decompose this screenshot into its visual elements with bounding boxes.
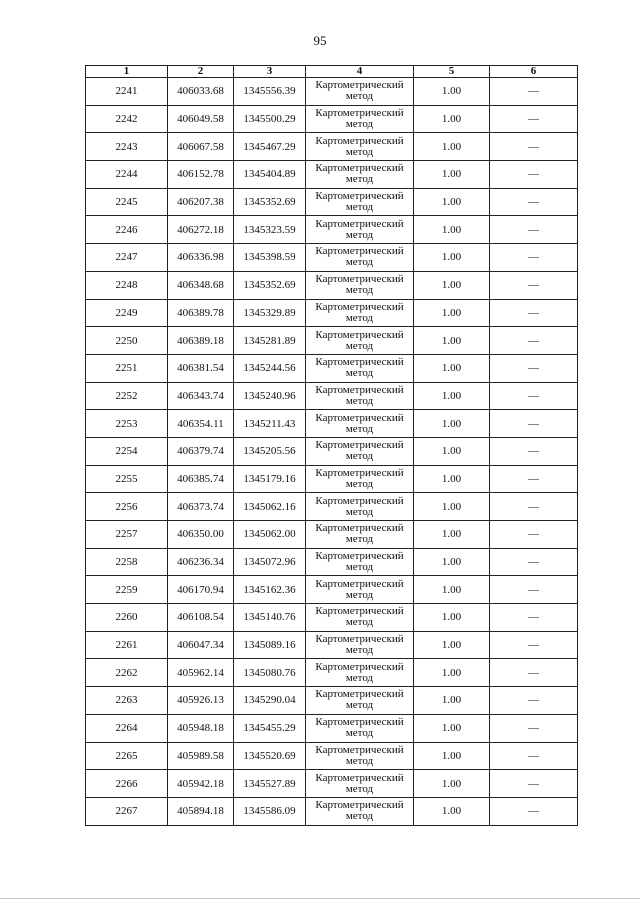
method-line-1: Картометрический xyxy=(315,79,404,92)
y-coordinate-cell: 1345323.59 xyxy=(234,216,306,244)
table-body xyxy=(86,78,578,826)
method-cell xyxy=(306,78,414,106)
method-line-1: Картометрический xyxy=(315,633,404,646)
accuracy-cell: 1.00 xyxy=(414,216,490,244)
coordinates-table xyxy=(85,65,578,826)
dash-cell: — xyxy=(490,299,578,327)
point-number-cell: 2266 xyxy=(86,770,168,798)
method-cell xyxy=(306,576,414,604)
accuracy-cell: 1.00 xyxy=(414,437,490,465)
method-line-2: метод xyxy=(345,173,374,186)
method-line-1: Картометрический xyxy=(315,190,404,203)
x-coordinate-cell: 406067.58 xyxy=(168,133,234,161)
point-number-cell: 2245 xyxy=(86,188,168,216)
method-line-1: Картометрический xyxy=(315,162,404,175)
y-coordinate-cell: 1345586.09 xyxy=(234,797,306,825)
method-line-2: метод xyxy=(345,561,374,574)
header-col-1: 1 xyxy=(86,66,168,78)
method-cell xyxy=(306,742,414,770)
dash-cell: — xyxy=(490,437,578,465)
accuracy-cell: 1.00 xyxy=(414,714,490,742)
method-cell xyxy=(306,188,414,216)
table-row xyxy=(86,714,578,742)
point-number-cell: 2259 xyxy=(86,576,168,604)
method-cell xyxy=(306,604,414,632)
table-row xyxy=(86,244,578,272)
dash-cell: — xyxy=(490,105,578,133)
dash-cell: — xyxy=(490,548,578,576)
accuracy-cell: 1.00 xyxy=(414,493,490,521)
point-number-cell: 2251 xyxy=(86,354,168,382)
method-cell xyxy=(306,382,414,410)
dash-cell: — xyxy=(490,382,578,410)
method-line-1: Картометрический xyxy=(315,716,404,729)
x-coordinate-cell: 406389.18 xyxy=(168,327,234,355)
method-cell xyxy=(306,548,414,576)
dash-cell: — xyxy=(490,133,578,161)
x-coordinate-cell: 406354.11 xyxy=(168,410,234,438)
dash-cell: — xyxy=(490,714,578,742)
method-line-1: Картометрический xyxy=(315,300,404,313)
x-coordinate-cell: 406207.38 xyxy=(168,188,234,216)
point-number-cell: 2250 xyxy=(86,327,168,355)
method-line-2: метод xyxy=(345,727,374,740)
accuracy-cell: 1.00 xyxy=(414,465,490,493)
method-line-1: Картометрический xyxy=(315,799,404,812)
accuracy-cell: 1.00 xyxy=(414,382,490,410)
y-coordinate-cell: 1345211.43 xyxy=(234,410,306,438)
table-row xyxy=(86,354,578,382)
point-number-cell: 2267 xyxy=(86,797,168,825)
point-number-cell: 2261 xyxy=(86,631,168,659)
x-coordinate-cell: 405948.18 xyxy=(168,714,234,742)
method-line-1: Картометрический xyxy=(315,107,404,120)
point-number-cell: 2241 xyxy=(86,78,168,106)
table-row xyxy=(86,327,578,355)
x-coordinate-cell: 405942.18 xyxy=(168,770,234,798)
method-cell xyxy=(306,410,414,438)
method-line-1: Картометрический xyxy=(315,771,404,784)
accuracy-cell: 1.00 xyxy=(414,299,490,327)
method-line-2: метод xyxy=(345,533,374,546)
y-coordinate-cell: 1345179.16 xyxy=(234,465,306,493)
header-col-2: 2 xyxy=(168,66,234,78)
accuracy-cell: 1.00 xyxy=(414,797,490,825)
table-row xyxy=(86,687,578,715)
method-line-1: Картометрический xyxy=(315,494,404,507)
method-line-2: метод xyxy=(345,450,374,463)
method-cell xyxy=(306,299,414,327)
table-row xyxy=(86,465,578,493)
y-coordinate-cell: 1345089.16 xyxy=(234,631,306,659)
accuracy-cell: 1.00 xyxy=(414,327,490,355)
table-row xyxy=(86,521,578,549)
dash-cell: — xyxy=(490,631,578,659)
method-cell xyxy=(306,770,414,798)
table-row xyxy=(86,797,578,825)
y-coordinate-cell: 1345556.39 xyxy=(234,78,306,106)
accuracy-cell: 1.00 xyxy=(414,271,490,299)
point-number-cell: 2246 xyxy=(86,216,168,244)
x-coordinate-cell: 406373.74 xyxy=(168,493,234,521)
accuracy-cell: 1.00 xyxy=(414,687,490,715)
method-line-2: метод xyxy=(345,145,374,158)
dash-cell: — xyxy=(490,188,578,216)
y-coordinate-cell: 1345140.76 xyxy=(234,604,306,632)
y-coordinate-cell: 1345162.36 xyxy=(234,576,306,604)
x-coordinate-cell: 405926.13 xyxy=(168,687,234,715)
point-number-cell: 2264 xyxy=(86,714,168,742)
method-line-1: Картометрический xyxy=(315,439,404,452)
method-cell xyxy=(306,161,414,189)
y-coordinate-cell: 1345398.59 xyxy=(234,244,306,272)
table-row xyxy=(86,770,578,798)
point-number-cell: 2243 xyxy=(86,133,168,161)
point-number-cell: 2248 xyxy=(86,271,168,299)
table-row xyxy=(86,493,578,521)
y-coordinate-cell: 1345080.76 xyxy=(234,659,306,687)
dash-cell: — xyxy=(490,327,578,355)
header-col-6: 6 xyxy=(490,66,578,78)
page-number: 95 xyxy=(313,33,327,48)
point-number-cell: 2263 xyxy=(86,687,168,715)
method-line-2: метод xyxy=(345,699,374,712)
table-row xyxy=(86,631,578,659)
x-coordinate-cell: 406170.94 xyxy=(168,576,234,604)
method-line-1: Картометрический xyxy=(315,660,404,673)
point-number-cell: 2265 xyxy=(86,742,168,770)
point-number-cell: 2257 xyxy=(86,521,168,549)
method-line-2: метод xyxy=(345,588,374,601)
dash-cell: — xyxy=(490,78,578,106)
accuracy-cell: 1.00 xyxy=(414,244,490,272)
y-coordinate-cell: 1345290.04 xyxy=(234,687,306,715)
y-coordinate-cell: 1345527.89 xyxy=(234,770,306,798)
accuracy-cell: 1.00 xyxy=(414,105,490,133)
x-coordinate-cell: 406033.68 xyxy=(168,78,234,106)
point-number-cell: 2247 xyxy=(86,244,168,272)
accuracy-cell: 1.00 xyxy=(414,188,490,216)
dash-cell: — xyxy=(490,244,578,272)
dash-cell: — xyxy=(490,271,578,299)
point-number-cell: 2249 xyxy=(86,299,168,327)
method-line-2: метод xyxy=(345,754,374,767)
method-cell xyxy=(306,465,414,493)
table-row xyxy=(86,105,578,133)
table-row xyxy=(86,659,578,687)
method-cell xyxy=(306,244,414,272)
method-cell xyxy=(306,687,414,715)
y-coordinate-cell: 1345467.29 xyxy=(234,133,306,161)
y-coordinate-cell: 1345205.56 xyxy=(234,437,306,465)
method-line-1: Картометрический xyxy=(315,605,404,618)
method-cell xyxy=(306,133,414,161)
dash-cell: — xyxy=(490,687,578,715)
table-row xyxy=(86,78,578,106)
dash-cell: — xyxy=(490,521,578,549)
method-line-2: метод xyxy=(345,477,374,490)
table-row xyxy=(86,604,578,632)
table-header-row xyxy=(86,66,578,78)
method-line-2: метод xyxy=(345,90,374,103)
method-line-1: Картометрический xyxy=(315,245,404,258)
method-line-2: метод xyxy=(345,118,374,131)
point-number-cell: 2244 xyxy=(86,161,168,189)
dash-cell: — xyxy=(490,742,578,770)
method-line-1: Картометрический xyxy=(315,273,404,286)
header-col-3: 3 xyxy=(234,66,306,78)
table-row xyxy=(86,299,578,327)
method-line-1: Картометрический xyxy=(315,688,404,701)
x-coordinate-cell: 406152.78 xyxy=(168,161,234,189)
table-row xyxy=(86,410,578,438)
accuracy-cell: 1.00 xyxy=(414,133,490,161)
y-coordinate-cell: 1345244.56 xyxy=(234,354,306,382)
dash-cell: — xyxy=(490,576,578,604)
method-line-2: метод xyxy=(345,284,374,297)
dash-cell: — xyxy=(490,216,578,244)
method-line-2: метод xyxy=(345,256,374,269)
point-number-cell: 2242 xyxy=(86,105,168,133)
method-line-1: Картометрический xyxy=(315,743,404,756)
accuracy-cell: 1.00 xyxy=(414,576,490,604)
dash-cell: — xyxy=(490,797,578,825)
x-coordinate-cell: 406389.78 xyxy=(168,299,234,327)
point-number-cell: 2252 xyxy=(86,382,168,410)
method-cell xyxy=(306,105,414,133)
method-cell xyxy=(306,327,414,355)
dash-cell: — xyxy=(490,354,578,382)
x-coordinate-cell: 406350.00 xyxy=(168,521,234,549)
y-coordinate-cell: 1345352.69 xyxy=(234,271,306,299)
method-cell xyxy=(306,797,414,825)
y-coordinate-cell: 1345404.89 xyxy=(234,161,306,189)
method-line-2: метод xyxy=(345,505,374,518)
x-coordinate-cell: 405894.18 xyxy=(168,797,234,825)
y-coordinate-cell: 1345240.96 xyxy=(234,382,306,410)
method-line-2: метод xyxy=(345,367,374,380)
method-cell xyxy=(306,354,414,382)
table-row xyxy=(86,742,578,770)
table-row xyxy=(86,576,578,604)
method-cell xyxy=(306,659,414,687)
x-coordinate-cell: 405989.58 xyxy=(168,742,234,770)
dash-cell: — xyxy=(490,659,578,687)
page-bottom-edge xyxy=(0,898,640,899)
table-row xyxy=(86,437,578,465)
dash-cell: — xyxy=(490,161,578,189)
y-coordinate-cell: 1345062.16 xyxy=(234,493,306,521)
accuracy-cell: 1.00 xyxy=(414,659,490,687)
dash-cell: — xyxy=(490,493,578,521)
method-line-1: Картометрический xyxy=(315,522,404,535)
method-line-1: Картометрический xyxy=(315,383,404,396)
method-line-2: метод xyxy=(345,394,374,407)
point-number-cell: 2254 xyxy=(86,437,168,465)
table-row xyxy=(86,382,578,410)
point-number-cell: 2255 xyxy=(86,465,168,493)
accuracy-cell: 1.00 xyxy=(414,161,490,189)
table-row xyxy=(86,133,578,161)
y-coordinate-cell: 1345520.69 xyxy=(234,742,306,770)
accuracy-cell: 1.00 xyxy=(414,742,490,770)
accuracy-cell: 1.00 xyxy=(414,521,490,549)
y-coordinate-cell: 1345329.89 xyxy=(234,299,306,327)
method-cell xyxy=(306,437,414,465)
method-line-1: Картометрический xyxy=(315,466,404,479)
y-coordinate-cell: 1345281.89 xyxy=(234,327,306,355)
method-line-2: метод xyxy=(345,810,374,823)
accuracy-cell: 1.00 xyxy=(414,78,490,106)
method-line-2: метод xyxy=(345,201,374,214)
accuracy-cell: 1.00 xyxy=(414,548,490,576)
method-cell xyxy=(306,631,414,659)
method-cell xyxy=(306,216,414,244)
method-line-1: Картометрический xyxy=(315,356,404,369)
point-number-cell: 2256 xyxy=(86,493,168,521)
x-coordinate-cell: 405962.14 xyxy=(168,659,234,687)
point-number-cell: 2260 xyxy=(86,604,168,632)
x-coordinate-cell: 406236.34 xyxy=(168,548,234,576)
header-col-4: 4 xyxy=(306,66,414,78)
y-coordinate-cell: 1345352.69 xyxy=(234,188,306,216)
x-coordinate-cell: 406108.54 xyxy=(168,604,234,632)
method-cell xyxy=(306,521,414,549)
x-coordinate-cell: 406272.18 xyxy=(168,216,234,244)
accuracy-cell: 1.00 xyxy=(414,770,490,798)
method-line-1: Картометрический xyxy=(315,134,404,147)
table-row xyxy=(86,188,578,216)
dash-cell: — xyxy=(490,465,578,493)
method-line-2: метод xyxy=(345,644,374,657)
method-line-1: Картометрический xyxy=(315,550,404,563)
method-line-1: Картометрический xyxy=(315,217,404,230)
dash-cell: — xyxy=(490,604,578,632)
method-line-2: метод xyxy=(345,782,374,795)
method-cell xyxy=(306,714,414,742)
dash-cell: — xyxy=(490,410,578,438)
method-line-2: метод xyxy=(345,228,374,241)
method-line-1: Картометрический xyxy=(315,577,404,590)
table-row xyxy=(86,161,578,189)
y-coordinate-cell: 1345500.29 xyxy=(234,105,306,133)
y-coordinate-cell: 1345062.00 xyxy=(234,521,306,549)
point-number-cell: 2262 xyxy=(86,659,168,687)
method-line-1: Картометрический xyxy=(315,411,404,424)
point-number-cell: 2253 xyxy=(86,410,168,438)
y-coordinate-cell: 1345455.29 xyxy=(234,714,306,742)
x-coordinate-cell: 406348.68 xyxy=(168,271,234,299)
x-coordinate-cell: 406379.74 xyxy=(168,437,234,465)
dash-cell: — xyxy=(490,770,578,798)
x-coordinate-cell: 406336.98 xyxy=(168,244,234,272)
table-row xyxy=(86,271,578,299)
table-row xyxy=(86,548,578,576)
accuracy-cell: 1.00 xyxy=(414,631,490,659)
method-cell xyxy=(306,493,414,521)
x-coordinate-cell: 406385.74 xyxy=(168,465,234,493)
method-line-2: метод xyxy=(345,422,374,435)
method-line-2: метод xyxy=(345,311,374,324)
accuracy-cell: 1.00 xyxy=(414,410,490,438)
y-coordinate-cell: 1345072.96 xyxy=(234,548,306,576)
method-line-2: метод xyxy=(345,339,374,352)
table-row xyxy=(86,216,578,244)
x-coordinate-cell: 406049.58 xyxy=(168,105,234,133)
accuracy-cell: 1.00 xyxy=(414,354,490,382)
method-line-1: Картометрический xyxy=(315,328,404,341)
header-col-5: 5 xyxy=(414,66,490,78)
method-line-2: метод xyxy=(345,616,374,629)
method-cell xyxy=(306,271,414,299)
method-line-2: метод xyxy=(345,671,374,684)
x-coordinate-cell: 406343.74 xyxy=(168,382,234,410)
accuracy-cell: 1.00 xyxy=(414,604,490,632)
x-coordinate-cell: 406381.54 xyxy=(168,354,234,382)
point-number-cell: 2258 xyxy=(86,548,168,576)
x-coordinate-cell: 406047.34 xyxy=(168,631,234,659)
